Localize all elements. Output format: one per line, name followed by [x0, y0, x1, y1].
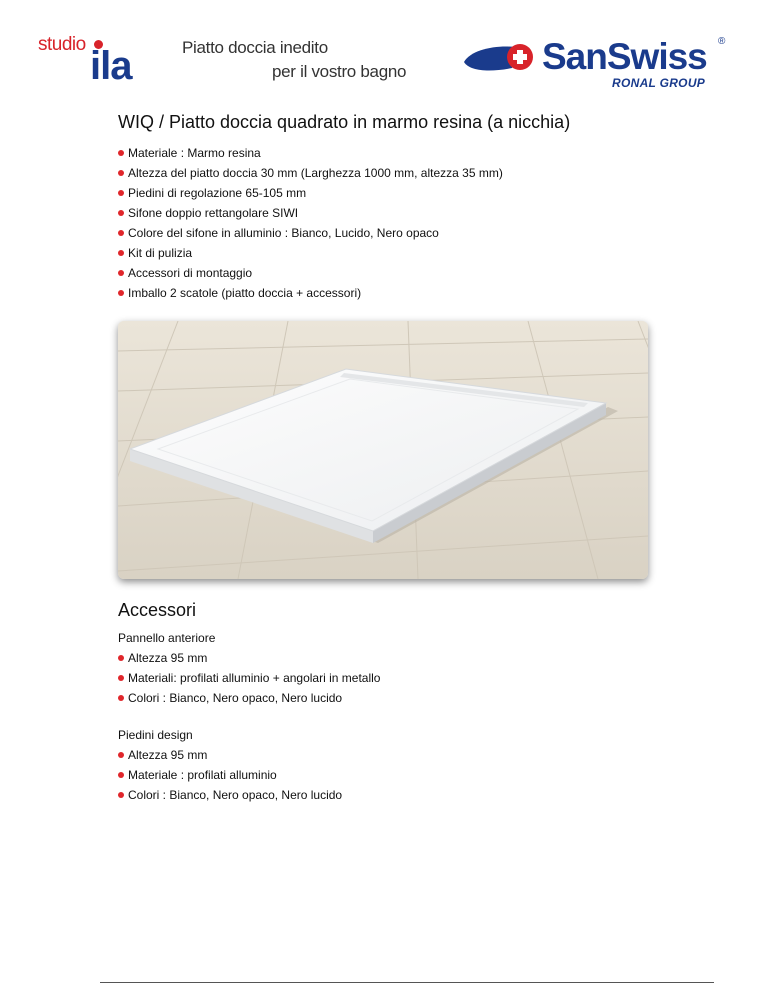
- spec-text: Altezza del piatto doccia 30 mm (Larghezza 1000 mm, altezza 35 mm): [128, 166, 503, 180]
- bullet-icon: [118, 752, 124, 758]
- logo-studio-text: studio: [38, 34, 86, 55]
- logo-group-text: RONAL GROUP: [612, 76, 706, 90]
- bullet-icon: [118, 150, 124, 156]
- accessory-item: [118, 765, 342, 785]
- accessory-text: Materiale : profilati alluminio: [128, 768, 277, 782]
- spec-item: [118, 243, 503, 263]
- logo-brand-text: SanSwiss: [542, 36, 707, 77]
- shower-tray-illustration: [118, 321, 648, 579]
- spec-text: Piedini di regolazione 65-105 mm: [128, 186, 307, 200]
- accessory-group-title: Piedini design: [118, 728, 193, 742]
- spec-item: [118, 223, 503, 243]
- bullet-icon: [118, 655, 124, 661]
- accessory-group-title: Pannello anteriore: [118, 631, 216, 645]
- accessory-item: [118, 745, 342, 765]
- accessory-text: Colori : Bianco, Nero opaco, Nero lucido: [128, 788, 343, 802]
- bullet-icon: [118, 290, 124, 296]
- bullet-icon: [118, 772, 124, 778]
- accessory-text: Materiali: profilati alluminio + angolari in metallo: [128, 671, 381, 685]
- accessory-list-front-panel: [118, 648, 380, 708]
- spec-text: Colore del sifone in alluminio : Bianco, Lucido, Nero opaco: [128, 226, 439, 240]
- swiss-cross-swoosh-icon: [462, 42, 536, 72]
- spec-item: [118, 283, 503, 303]
- bullet-icon: [118, 792, 124, 798]
- spec-text: Accessori di montaggio: [128, 266, 253, 280]
- accessory-item: [118, 648, 380, 668]
- bullet-icon: [118, 675, 124, 681]
- registered-mark: ®: [718, 36, 726, 47]
- spec-text: Imballo 2 scatole (piatto doccia + accessori): [128, 286, 362, 300]
- bullet-icon: [118, 230, 124, 236]
- tagline-line-2: per il vostro bagno: [272, 62, 407, 81]
- accessory-item: [118, 785, 342, 805]
- bullet-icon: [118, 270, 124, 276]
- bullet-icon: [118, 210, 124, 216]
- spec-item: [118, 263, 503, 283]
- spec-item: [118, 163, 503, 183]
- accessory-item: [118, 688, 380, 708]
- logo-ila-text: ila: [90, 44, 132, 88]
- spec-item: [118, 203, 503, 223]
- accessory-text: Colori : Bianco, Nero opaco, Nero lucido: [128, 691, 343, 705]
- accessory-item: [118, 668, 380, 688]
- bullet-icon: [118, 250, 124, 256]
- accessory-text: Altezza 95 mm: [128, 748, 208, 762]
- bullet-icon: [118, 695, 124, 701]
- accessory-text: Altezza 95 mm: [128, 651, 208, 665]
- footer-divider: [100, 982, 714, 983]
- accessory-list-design-feet: [118, 745, 342, 805]
- spec-text: Materiale : Marmo resina: [128, 146, 261, 160]
- sanswiss-logo: [462, 38, 732, 94]
- spec-item: [118, 183, 503, 203]
- tagline-line-1: Piatto doccia inedito: [182, 38, 328, 57]
- product-photo: [118, 321, 648, 579]
- bullet-icon: [118, 190, 124, 196]
- spec-list: [118, 143, 503, 303]
- spec-text: Sifone doppio rettangolare SIWI: [128, 206, 299, 220]
- bullet-icon: [118, 170, 124, 176]
- product-title: WIQ / Piatto doccia quadrato in marmo resina (a nicchia): [118, 112, 571, 132]
- spec-text: Kit di pulizia: [128, 246, 193, 260]
- accessories-title: Accessori: [118, 600, 197, 620]
- studio-ila-logo: [38, 34, 138, 88]
- spec-item: [118, 143, 503, 163]
